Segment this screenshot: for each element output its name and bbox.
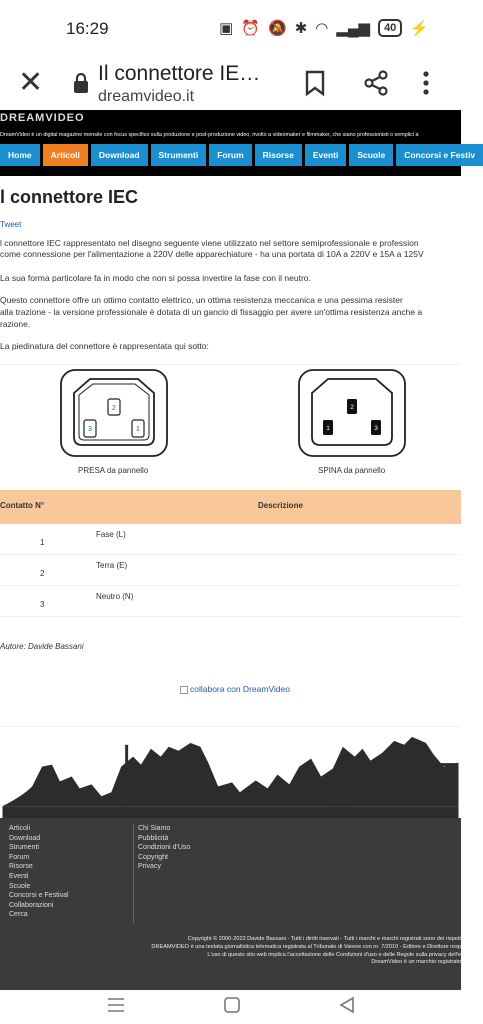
share-icon[interactable] bbox=[363, 70, 389, 96]
home-icon[interactable] bbox=[222, 995, 242, 1015]
presa-pin-label: 1 bbox=[136, 426, 140, 433]
copyright-line: L'uso di questo sito web implica l'accettazione delle Condizioni d'uso e delle Regole sulla privacy dell'e bbox=[207, 951, 461, 958]
nav-item-concorsi-e-festiv[interactable]: Concorsi e Festiv bbox=[396, 144, 483, 166]
film-crew-silhouette-image bbox=[0, 726, 461, 818]
article-paragraph: l connettore IEC rappresentato nel disegno seguente viene utilizzato nel settore semiprofessionale e profession bbox=[0, 238, 419, 248]
lock-icon[interactable] bbox=[72, 72, 90, 94]
mute-icon: 🔕 bbox=[268, 20, 287, 37]
nfc-icon: ▣ bbox=[219, 20, 234, 37]
footer-link[interactable]: Copyright bbox=[138, 853, 168, 861]
footer-divider bbox=[133, 824, 134, 924]
footer-link[interactable]: Privacy bbox=[138, 863, 161, 871]
site-tagline: DreamVideo è un digital magazine mensile con focus specifico sulla produzione e post-produzione video, rivolto a videomaker e filmmaker, che siano professionisti o semplici a bbox=[0, 132, 419, 138]
copyright-line: DreamVideo è un marchio registrato bbox=[371, 959, 461, 966]
contact-number: 2 bbox=[40, 569, 45, 578]
presa-pin-label: 3 bbox=[88, 426, 92, 433]
tweet-link[interactable]: Tweet bbox=[0, 220, 22, 229]
broken-image-icon bbox=[180, 686, 188, 694]
more-menu-icon[interactable] bbox=[422, 70, 430, 96]
table-row bbox=[0, 524, 461, 555]
web-page bbox=[0, 110, 476, 990]
site-header bbox=[0, 110, 461, 146]
nav-bottom-bar bbox=[0, 166, 461, 176]
status-time: 16:29 bbox=[66, 19, 109, 38]
footer-links-primary bbox=[9, 824, 69, 920]
footer-link[interactable]: Articoli bbox=[9, 825, 31, 832]
footer-link[interactable]: Cerca bbox=[9, 911, 28, 919]
footer-link[interactable]: Strumenti bbox=[9, 844, 39, 852]
presa-caption: PRESA da pannello bbox=[78, 466, 149, 475]
copyright-line: Copyright © 2000-2022 Davide Bassani - Tutti i diritti riservati - Tutti i marchi e marchi registrati sono dei rispett bbox=[187, 936, 461, 942]
site-footer bbox=[0, 818, 461, 990]
system-nav-bar bbox=[0, 990, 461, 1024]
nav-item-scuole[interactable]: Scuole bbox=[349, 144, 393, 166]
table-row bbox=[0, 586, 461, 617]
column-header: Descrizione bbox=[258, 501, 303, 510]
status-bar bbox=[0, 0, 461, 58]
bookmark-icon[interactable] bbox=[304, 70, 326, 96]
article-title: l connettore IEC bbox=[0, 187, 139, 207]
nav-item-eventi[interactable]: Eventi bbox=[305, 144, 347, 166]
footer-link[interactable]: Condizioni d'Uso bbox=[138, 844, 191, 852]
column-header: Contatto N° bbox=[0, 501, 45, 510]
collabora-banner[interactable] bbox=[180, 684, 290, 695]
contact-description: Fase (L) bbox=[96, 530, 126, 539]
footer-link[interactable]: Pubblicità bbox=[138, 834, 169, 842]
footer-link[interactable]: Concorsi e Festival bbox=[9, 892, 69, 900]
footer-link[interactable]: Forum bbox=[9, 853, 30, 861]
article-author: Autore: Davide Bassani bbox=[0, 642, 84, 651]
article-paragraph: Questo connettore offre un ottimo contatto elettrico, un ottima resistenza meccanica e una pessima resister bbox=[0, 295, 403, 305]
footer-link[interactable]: Download bbox=[9, 834, 41, 842]
article-paragraph: alla trazione - la versione professionale è dotata di un gancio di fissaggio per avere un'ottima resistenza anche a bbox=[0, 307, 423, 317]
footer-link[interactable]: Collaborazioni bbox=[9, 901, 54, 909]
contact-description: Neutro (N) bbox=[96, 592, 134, 601]
charging-icon: ⚡ bbox=[410, 20, 429, 37]
nav-item-strumenti[interactable]: Strumenti bbox=[151, 144, 207, 166]
pinout-table bbox=[0, 490, 461, 617]
page-domain[interactable]: dreamvideo.it bbox=[98, 88, 195, 105]
table-header bbox=[0, 490, 461, 524]
spina-pin-label: 2 bbox=[350, 404, 354, 411]
connector-diagrams bbox=[0, 364, 461, 484]
contact-description: Terra (E) bbox=[96, 561, 128, 570]
spina-pin-label: 3 bbox=[374, 425, 378, 432]
footer-copyright bbox=[151, 936, 461, 967]
presa-pin-label: 2 bbox=[112, 405, 116, 412]
battery-icon: 40 bbox=[378, 19, 402, 37]
alarm-icon: ⏰ bbox=[241, 20, 260, 37]
spina-pin-label: 1 bbox=[326, 425, 330, 432]
footer-links-secondary bbox=[138, 824, 190, 872]
presa-connector-diagram bbox=[60, 369, 168, 457]
spina-connector-diagram bbox=[298, 369, 406, 457]
contact-number: 3 bbox=[40, 600, 45, 609]
site-logo[interactable]: DREAMVIDEO bbox=[0, 112, 85, 124]
status-icons bbox=[219, 19, 429, 37]
wifi-icon: ◠ bbox=[315, 20, 329, 37]
banner-alt-text: collabora con DreamVideo bbox=[190, 684, 291, 694]
footer-link[interactable]: Chi Siamo bbox=[138, 825, 171, 832]
footer-link[interactable]: Eventi bbox=[9, 872, 29, 880]
browser-toolbar bbox=[0, 58, 461, 110]
article-paragraph: razione. bbox=[0, 319, 31, 329]
article-paragraph: La sua forma particolare fa in modo che non si possa invertire la fase con il neutro. bbox=[0, 273, 311, 283]
footer-link[interactable]: Risorse bbox=[9, 863, 33, 871]
nav-item-forum[interactable]: Forum bbox=[209, 144, 251, 166]
footer-link[interactable]: Scuole bbox=[9, 882, 31, 890]
close-icon[interactable]: ✕ bbox=[18, 66, 44, 99]
spina-caption: SPINA da pannello bbox=[318, 466, 386, 475]
recents-icon[interactable] bbox=[106, 996, 126, 1014]
bluetooth-icon: ✱ bbox=[294, 20, 308, 37]
contact-number: 1 bbox=[40, 538, 45, 547]
copyright-line: DREAMVIDEO è una testata giornalistica telematica registrata al Tribunale di Varese con nr. 7/2010 - Editore e Direttore resp bbox=[151, 943, 461, 950]
back-icon[interactable] bbox=[337, 995, 357, 1015]
signal-icon: ▂▄▆ bbox=[336, 20, 371, 37]
article-paragraph: La piedinatura del connettore è rappresentata qui sotto: bbox=[0, 341, 209, 351]
article-paragraph: come connessione per l'alimentazione a 220V delle apparechiature - ha una portata di 10A a 220V e 15A a 125V bbox=[0, 249, 424, 259]
nav-item-articoli[interactable]: Articoli bbox=[43, 144, 88, 166]
nav-item-risorse[interactable]: Risorse bbox=[255, 144, 302, 166]
table-row bbox=[0, 555, 461, 586]
nav-item-home[interactable]: Home bbox=[0, 144, 40, 166]
nav-item-download[interactable]: Download bbox=[91, 144, 148, 166]
page-title[interactable]: Il connettore IE… bbox=[98, 62, 261, 85]
